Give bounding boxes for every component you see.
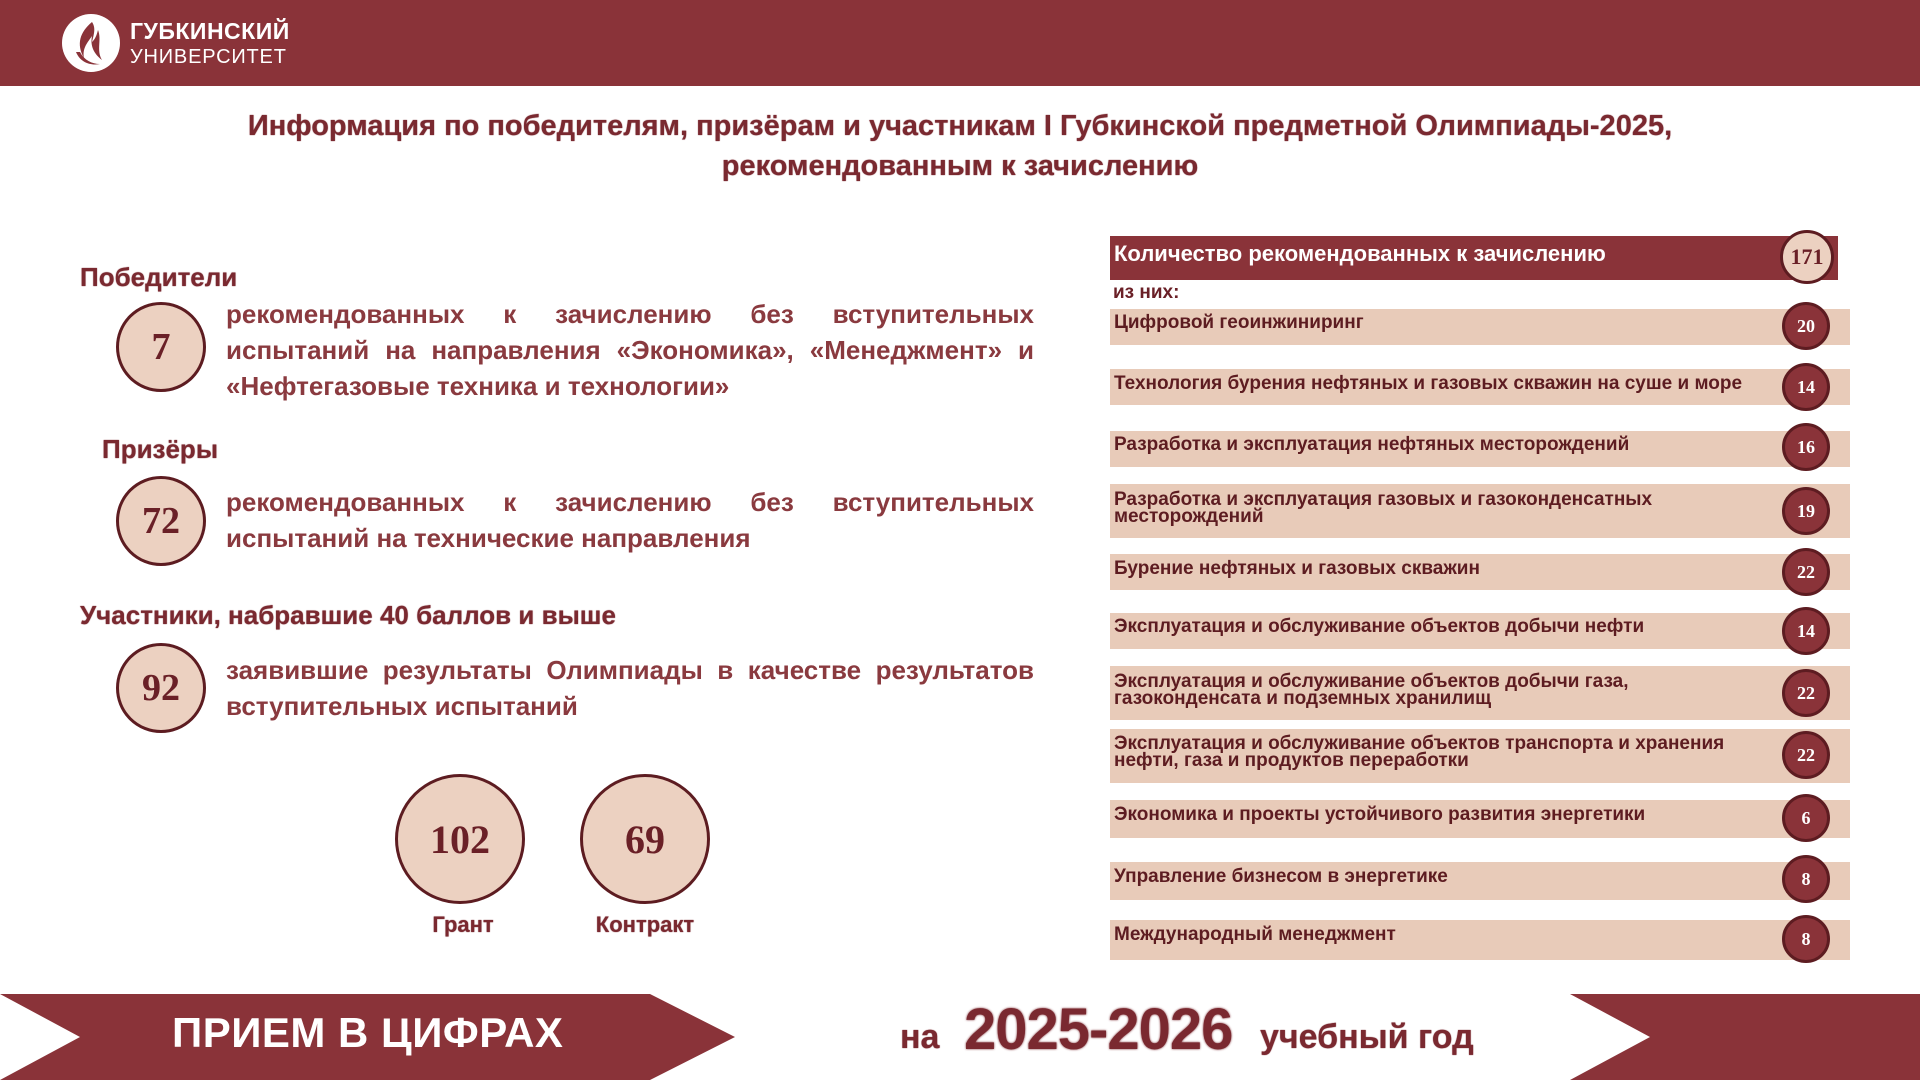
program-row-count: 19: [1782, 487, 1830, 535]
logo-line-2: УНИВЕРСИТЕТ: [130, 46, 287, 68]
program-row-count: 22: [1782, 669, 1830, 717]
page-title-line-1: Информация по победителям, призёрам и участникам I Губкинской предметной Олимпиады-2025,: [247, 110, 1673, 142]
program-row-count: 8: [1782, 855, 1830, 903]
program-row-label: Эксплуатация и обслуживание объектов транспорта и хранения нефти, газа и продуктов переработки: [1110, 729, 1850, 783]
header-bar: [0, 0, 1920, 86]
program-row-label: Разработка и эксплуатация нефтяных месторождений: [1110, 431, 1850, 467]
program-row-count: 22: [1782, 548, 1830, 596]
program-row-label: Технология бурения нефтяных и газовых скважин на суше и море: [1110, 369, 1850, 405]
program-row-label: Управление бизнесом в энергетике: [1110, 862, 1850, 900]
footer-year: 2025-2026: [964, 997, 1233, 1062]
page-title: [150, 106, 1770, 186]
program-row-count: 6: [1782, 794, 1830, 842]
program-row-label: Эксплуатация и обслуживание объектов добычи нефти: [1110, 613, 1850, 649]
program-row-label: Разработка и эксплуатация газовых и газоконденсатных месторождений: [1110, 484, 1850, 538]
footer-na-text: на: [900, 1018, 940, 1056]
university-name: [130, 18, 290, 70]
footer-banner-text: ПРИЕМ В ЦИФРАХ: [172, 1009, 564, 1056]
participants-description: заявившие результаты Олимпиады в качестве результатов вступительных испытаний: [226, 655, 1034, 721]
program-row-count: 14: [1782, 363, 1830, 411]
logo-line-1: ГУБКИНСКИЙ: [130, 18, 290, 44]
program-row-count: 14: [1782, 607, 1830, 655]
recommended-total-bar: Количество рекомендованных к зачислению: [1110, 236, 1838, 280]
program-row-label: Бурение нефтяных и газовых скважин: [1110, 554, 1850, 590]
program-row-count: 22: [1782, 731, 1830, 779]
prizewinners-description: рекомендованных к зачислению без вступительных испытаний на технические направления: [226, 487, 1034, 553]
grant-count-badge: 102: [395, 774, 525, 904]
page-title-line-2: рекомендованным к зачислению: [721, 150, 1199, 182]
program-row-count: 16: [1782, 423, 1830, 471]
winners-count-badge: 7: [116, 302, 206, 392]
participants-heading: Участники, набравшие 40 баллов и выше: [80, 600, 616, 630]
contract-count-badge: 69: [580, 774, 710, 904]
program-row-label: Экономика и проекты устойчивого развития энергетики: [1110, 800, 1850, 838]
grant-label: Грант: [432, 912, 494, 937]
university-logo: [62, 14, 120, 72]
recommended-total-badge: 171: [1780, 230, 1834, 284]
footer-academic-year-text: учебный год: [1260, 1018, 1474, 1056]
participants-count-badge: 92: [116, 643, 206, 733]
flame-logo-icon: [62, 14, 120, 72]
contract-label: Контракт: [595, 912, 695, 937]
footer-right-arrow: [1570, 994, 1920, 1080]
prizewinners-heading: Призёры: [102, 434, 219, 464]
winners-description: рекомендованных к зачислению без вступительных испытаний на направления «Экономика», «Менеджмент» и «Нефтегазовые техника и технологии»: [226, 299, 1034, 401]
program-row-count: 20: [1782, 302, 1830, 350]
program-row-label: Цифровой геоинжиниринг: [1110, 309, 1850, 345]
program-row-label: Международный менеджмент: [1110, 920, 1850, 960]
prizewinners-count-badge: 72: [116, 476, 206, 566]
program-row-count: 8: [1782, 915, 1830, 963]
of-them-label: из них:: [1113, 282, 1180, 303]
program-row-label: Эксплуатация и обслуживание объектов добычи газа, газоконденсата и подземных хранилищ: [1110, 666, 1850, 720]
winners-heading: Победители: [80, 262, 238, 292]
